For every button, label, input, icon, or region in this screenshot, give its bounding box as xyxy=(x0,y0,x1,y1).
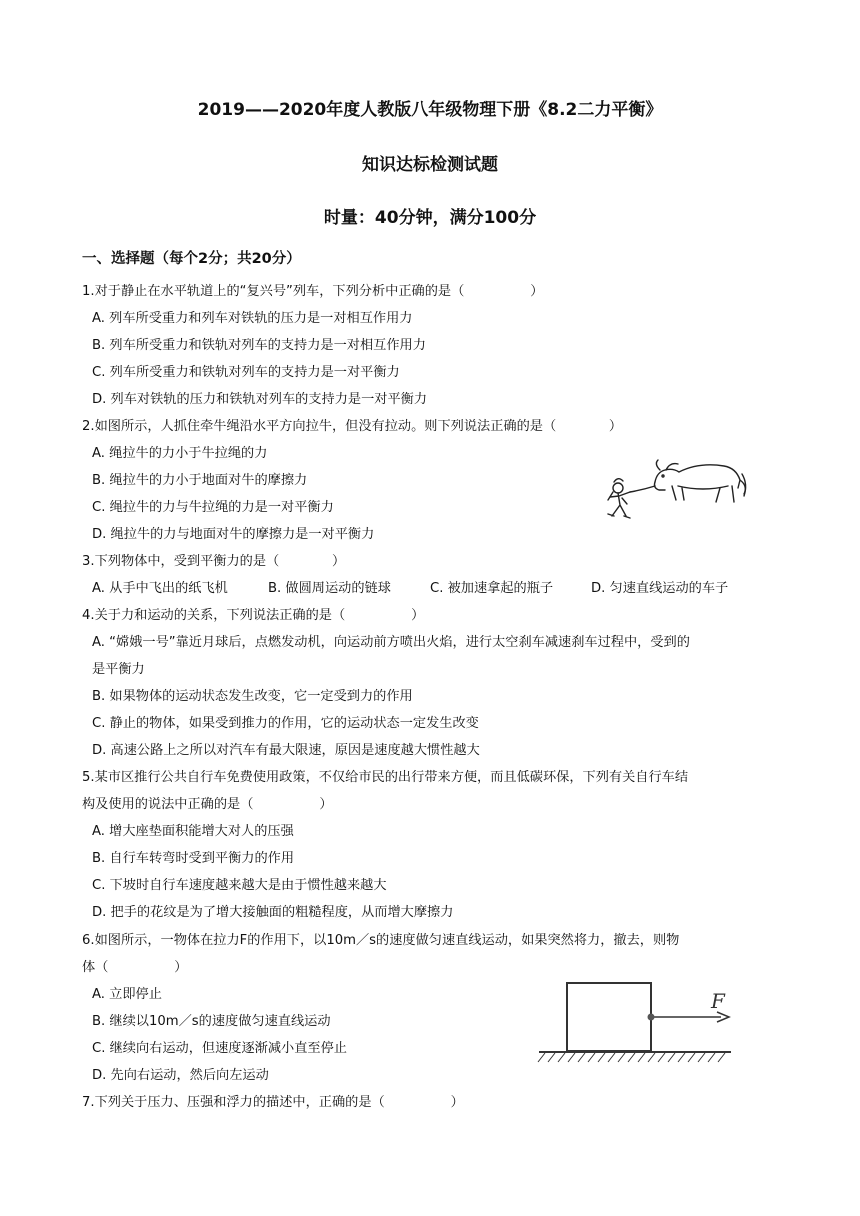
question-2-option-a: A. 绳拉牛的力小于牛拉绳的力 xyxy=(92,446,268,461)
question-7-stem: 7.下列关于压力、压强和浮力的描述中，正确的是（ ） xyxy=(82,1095,464,1110)
question-3-option-a: A. 从手中飞出的纸飞机 xyxy=(92,581,228,596)
question-6-option-b: B. 继续以10m／s的速度做匀速直线运动 xyxy=(92,1014,331,1029)
force-label: F xyxy=(711,989,725,1013)
question-3-option-c: C. 被加速拿起的瓶子 xyxy=(430,581,554,596)
question-2-stem: 2.如图所示，人抓住牵牛绳沿水平方向拉牛，但没有拉动。则下列说法正确的是（ ） xyxy=(82,419,623,434)
question-5-option-c: C. 下坡时自行车速度越来越大是由于惯性越来越大 xyxy=(92,878,387,893)
title-line-2: 知识达标检测试题 xyxy=(362,155,498,175)
question-1-option-a: A. 列车所受重力和列车对铁轨的压力是一对相互作用力 xyxy=(92,311,413,326)
question-5-option-d: D. 把手的花纹是为了增大接触面的粗糙程度，从而增大摩擦力 xyxy=(92,905,454,920)
question-6-option-d: D. 先向右运动，然后向左运动 xyxy=(92,1068,269,1083)
question-6-stem: 6.如图所示，一物体在拉力F的作用下，以10m／s的速度做匀速直线运动，如果突然将力，撤去，则物 xyxy=(82,933,680,948)
question-3-option-d: D. 匀速直线运动的车子 xyxy=(591,581,729,596)
question-4-option-a-continued: 是平衡力 xyxy=(92,662,145,677)
title-line-3: 时量：40分钟，满分100分 xyxy=(323,208,537,228)
question-4-option-c: C. 静止的物体，如果受到推力的作用，它的运动状态一定发生改变 xyxy=(92,716,479,731)
question-3-option-b: B. 做圆周运动的链球 xyxy=(268,581,391,596)
question-3-options xyxy=(0,580,860,598)
block-force-figure xyxy=(535,975,735,1065)
question-6-option-a: A. 立即停止 xyxy=(92,987,162,1002)
question-5-option-a: A. 增大座垫面积能增大对人的压强 xyxy=(92,824,294,839)
question-4-option-d: D. 高速公路上之所以对汽车有最大限速，原因是速度越大惯性越大 xyxy=(92,743,480,758)
question-6-stem-continued: 体（ ） xyxy=(82,960,188,975)
question-6-option-c: C. 继续向右运动，但速度逐渐减小直至停止 xyxy=(92,1041,347,1056)
question-1-stem: 1.对于静止在水平轨道上的“复兴号”列车，下列分析中正确的是（ ） xyxy=(82,284,544,299)
question-4-option-a: A. “嫦娥一号”靠近月球后，点燃发动机，向运动前方喷出火焰，进行太空刹车减速刹车过程中，受到的 xyxy=(92,635,690,650)
question-5-option-b: B. 自行车转弯时受到平衡力的作用 xyxy=(92,851,295,866)
question-5-stem-continued: 构及使用的说法中正确的是（ ） xyxy=(82,797,333,812)
question-1-option-d: D. 列车对铁轨的压力和铁轨对列车的支持力是一对平衡力 xyxy=(92,392,428,407)
question-1-option-b: B. 列车所受重力和铁轨对列车的支持力是一对相互作用力 xyxy=(92,338,426,353)
question-2-option-b: B. 绳拉牛的力小于地面对牛的摩擦力 xyxy=(92,473,308,488)
title-line-1: 2019——2020年度人教版八年级物理下册《8.2二力平衡》 xyxy=(197,100,663,120)
question-4-stem: 4.关于力和运动的关系，下列说法正确的是（ ） xyxy=(82,608,425,623)
question-2-option-c: C. 绳拉牛的力与牛拉绳的力是一对平衡力 xyxy=(92,500,334,515)
person-pulling-ox-figure xyxy=(600,452,750,524)
question-5-stem: 5.某市区推行公共自行车免费使用政策，不仅给市民的出行带来方便，而且低碳环保，下列有关自行车结 xyxy=(82,770,689,785)
section-heading: 一、选择题（每个2分；共20分） xyxy=(82,251,301,267)
question-3-stem: 3.下列物体中，受到平衡力的是（ ） xyxy=(82,554,346,569)
question-2-option-d: D. 绳拉牛的力与地面对牛的摩擦力是一对平衡力 xyxy=(92,527,375,542)
question-4-option-b: B. 如果物体的运动状态发生改变，它一定受到力的作用 xyxy=(92,689,413,704)
question-1-option-c: C. 列车所受重力和铁轨对列车的支持力是一对平衡力 xyxy=(92,365,400,380)
